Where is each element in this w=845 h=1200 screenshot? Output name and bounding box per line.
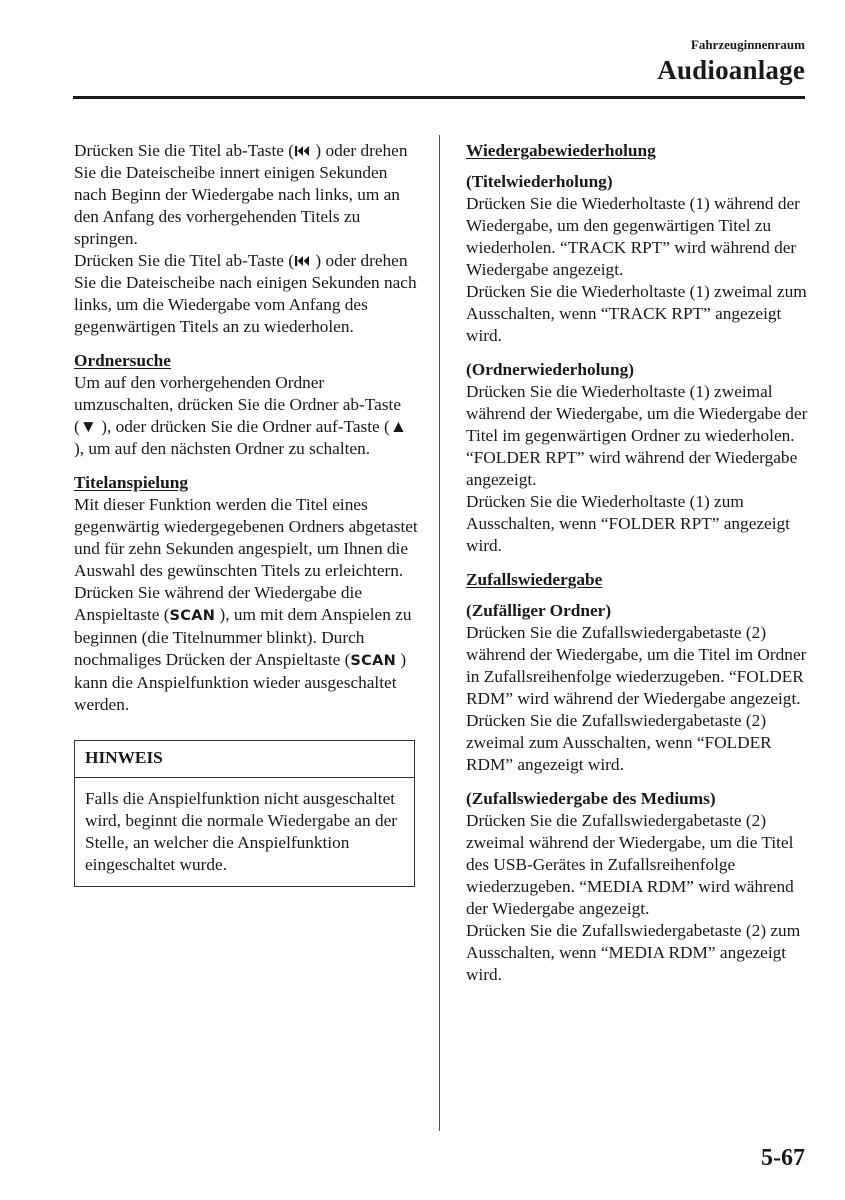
folder-repeat-subheading: (Ordnerwiederholung) <box>466 360 635 379</box>
page-number: 5-67 <box>761 1145 805 1171</box>
header-rule <box>73 96 805 99</box>
scan-instructions: Drücken Sie während der Wiedergabe die Anspieltaste (SCAN ), um mit dem Anspielen zu beginnen (die Titelnummer blinkt). Durch nochmaliges Drücken der Anspieltaste (SCAN ) kann die Anspielfunktion wieder ausgeschaltet werden. <box>74 583 412 714</box>
scan-heading: Titelanspielung <box>74 473 188 492</box>
header-section-label: Fahrzeuginnenraum <box>690 37 805 52</box>
track-repeat-off-paragraph: Drücken Sie die Wiederholtaste (1) zweimal zum Ausschalten, wenn “TRACK RPT” angezeigt wird. <box>466 282 807 345</box>
left-column <box>74 140 419 887</box>
folder-down-icon: ▼ <box>79 417 97 436</box>
page-title: Audioanlage <box>657 55 805 85</box>
folder-repeat-off-paragraph: Drücken Sie die Wiederholtaste (1) zum Ausschalten, wenn “FOLDER RPT” angezeigt wird. <box>466 492 790 555</box>
folder-search-paragraph: Um auf den vorhergehenden Ordner umzuschalten, drücken Sie die Ordner ab-Taste (▼ ), oder drücken Sie die Ordner auf-Taste (▲ ), um auf den nächsten Ordner zu schalten. <box>74 373 407 458</box>
random-folder-subheading: (Zufälliger Ordner) <box>466 601 612 620</box>
right-column <box>466 140 811 986</box>
note-heading: HINWEIS <box>75 741 414 778</box>
repeat-heading: Wiedergabewiederholung <box>466 141 656 160</box>
track-back-icon <box>295 255 310 267</box>
folder-up-icon: ▲ <box>389 417 407 436</box>
random-media-paragraph: Drücken Sie die Zufallswiedergabetaste (2) zweimal während der Wiedergabe, um die Titel des USB-Gerätes in Zufallsreihenfolge wiederzugeben. “MEDIA RDM” wird während der Wiedergabe angezeigt. <box>466 811 794 918</box>
track-restart-paragraph: Drücken Sie die Titel ab-Taste ( ) oder drehen Sie die Dateischeibe nach einigen Sekunden nach links, um die Wiedergabe vom Anfang des gegenwärtigen Titels an zu wiederholen. <box>74 251 417 336</box>
column-divider <box>439 135 440 1131</box>
track-back-icon <box>295 145 310 157</box>
note-box <box>74 740 415 887</box>
track-repeat-subheading: (Titelwiederholung) <box>466 172 613 191</box>
scan-button-label: SCAN <box>350 653 397 669</box>
folder-repeat-paragraph: Drücken Sie die Wiederholtaste (1) zweimal während der Wiedergabe, um die Wiedergabe der Titel im gegenwärtigen Ordner zu wiederholen. “FOLDER RPT” wird während der Wiedergabe angezeigt. <box>466 382 808 489</box>
track-down-paragraph: Drücken Sie die Titel ab-Taste ( ) oder drehen Sie die Dateischeibe innert einigen Sekunden nach Beginn der Wiedergabe nach links, um an den Anfang des vorhergehenden Titels zu springen. <box>74 141 408 248</box>
scan-button-label: SCAN <box>169 608 216 624</box>
random-media-off-paragraph: Drücken Sie die Zufallswiedergabetaste (2) zum Ausschalten, wenn “MEDIA RDM” angezeigt wird. <box>466 921 801 984</box>
random-media-subheading: (Zufallswiedergabe des Mediums) <box>466 789 716 808</box>
folder-search-heading: Ordnersuche <box>74 351 171 370</box>
note-text: Falls die Anspielfunktion nicht ausgeschaltet wird, beginnt die normale Wiedergabe an der Stelle, an welcher die Anspielfunktion eingeschaltet wurde. <box>85 789 398 874</box>
random-folder-off-paragraph: Drücken Sie die Zufallswiedergabetaste (2) zweimal zum Ausschalten, wenn “FOLDER RDM” angezeigt wird. <box>466 711 772 774</box>
random-folder-paragraph: Drücken Sie die Zufallswiedergabetaste (2) während der Wiedergabe, um die Titel im Ordner in Zufallsreihenfolge wiederzugeben. “FOLDER RDM” wird während der Wiedergabe angezeigt. <box>466 623 807 708</box>
track-repeat-paragraph: Drücken Sie die Wiederholtaste (1) während der Wiedergabe, um den gegenwärtigen Titel zu wiederholen. “TRACK RPT” wird während der Wiedergabe angezeigt. <box>466 194 800 279</box>
scan-description: Mit dieser Funktion werden die Titel eines gegenwärtig wiedergegebenen Ordners abgetastet und für zehn Sekunden angespielt, um Ihnen die Auswahl des gewünschten Titels zu erleichtern. <box>74 495 418 580</box>
random-heading: Zufallswiedergabe <box>466 570 603 589</box>
